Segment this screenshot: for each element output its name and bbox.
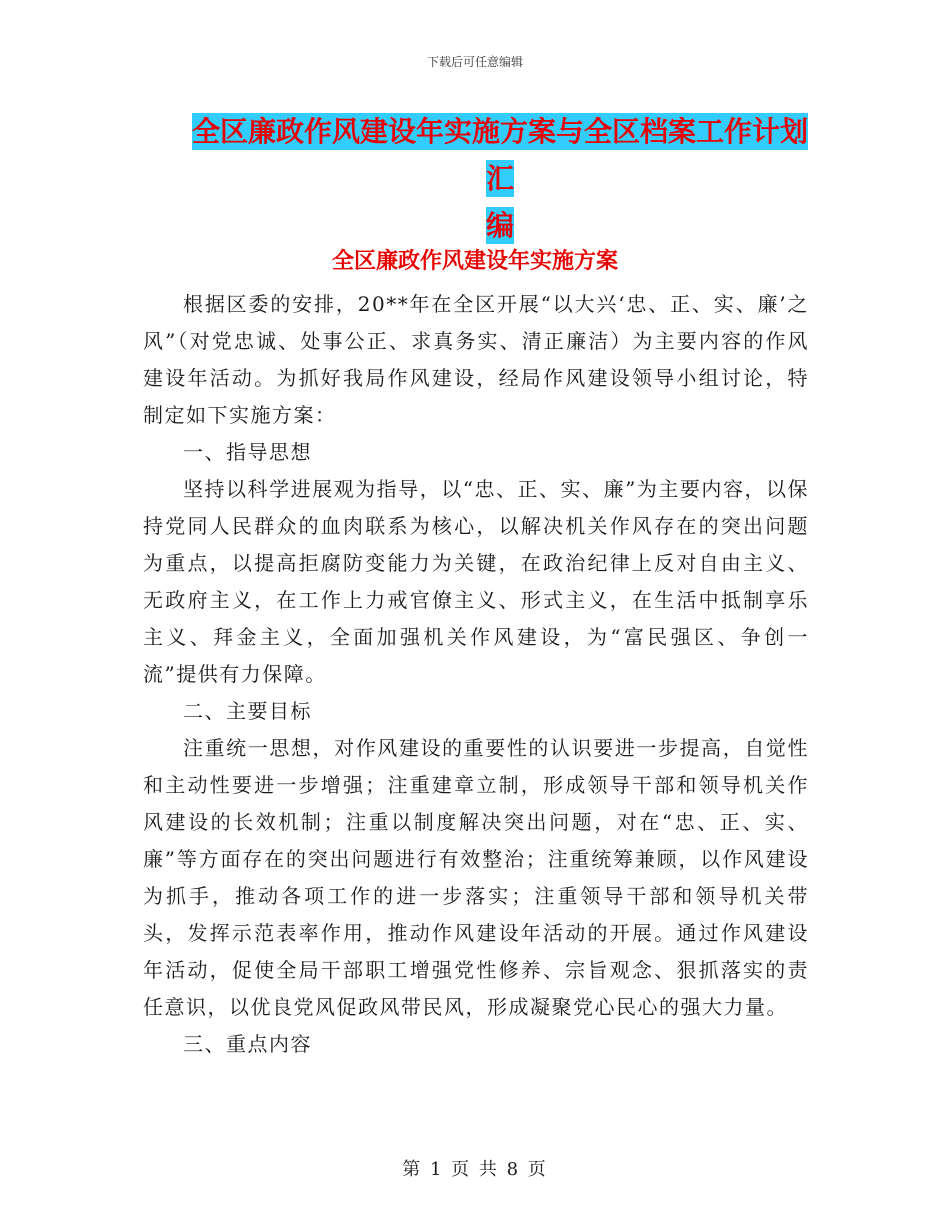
heading-main-goals: 二、主要目标 bbox=[183, 699, 312, 723]
title-line-1: 全区廉政作风建设年实施方案与全区档案工作计划汇 bbox=[191, 115, 808, 195]
intro-paragraph: 根据区委的安排，20**年在全区开展“以大兴‘忠、正、实、廉’之风”（对党忠诚、处事公正、求真务实、清正廉洁）为主要内容的作风建设年活动。为抓好我局作风建设，经局作风建设领导小组讨论，特制定如下实施方案： bbox=[143, 292, 809, 427]
main-goals-paragraph: 注重统一思想，对作风建设的重要性的认识要进一步提高，自觉性和主动性要进一步增强；注重建章立制，形成领导干部和领导机关作风建设的长效机制；注重以制度解决突出问题，对在“忠、正、实、廉”等方面存在的突出问题进行有效整治；注重统筹兼顾，以作风建设为抓手，推动各项工作的进一步落实；注重领导干部和领导机关带头，发挥示范表率作用，推动作风建设年活动的开展。通过作风建设年活动，促使全局干部职工增强党性修养、宗旨观念、狠抓落实的责任意识，以优良党风促政风带民风，形成凝聚党心民心的强大力量。 bbox=[143, 736, 809, 1019]
document-body bbox=[143, 286, 809, 1063]
title-line-2: 编 bbox=[485, 209, 514, 242]
section-title: 全区廉政作风建设年实施方案 bbox=[331, 249, 618, 274]
heading-guiding-ideology: 一、指导思想 bbox=[183, 440, 312, 464]
page-footer: 第 1 页 共 8 页 bbox=[402, 1159, 548, 1180]
guiding-ideology-paragraph: 坚持以科学进展观为指导，以“忠、正、实、廉”为主要内容，以保持党同人民群众的血肉联系为核心，以解决机关作风存在的突出问题为重点，以提高拒腐防变能力为关键，在政治纪律上反对自由主义、无政府主义，在工作上力戒官僚主义、形式主义，在生活中抵制享乐主义、拜金主义，全面加强机关作风建设，为“富民强区、争创一流”提供有力保障。 bbox=[143, 477, 809, 686]
document-title bbox=[190, 108, 810, 249]
heading-key-content: 三、重点内容 bbox=[183, 1032, 312, 1056]
header-note: 下载后可任意编辑 bbox=[426, 55, 523, 69]
